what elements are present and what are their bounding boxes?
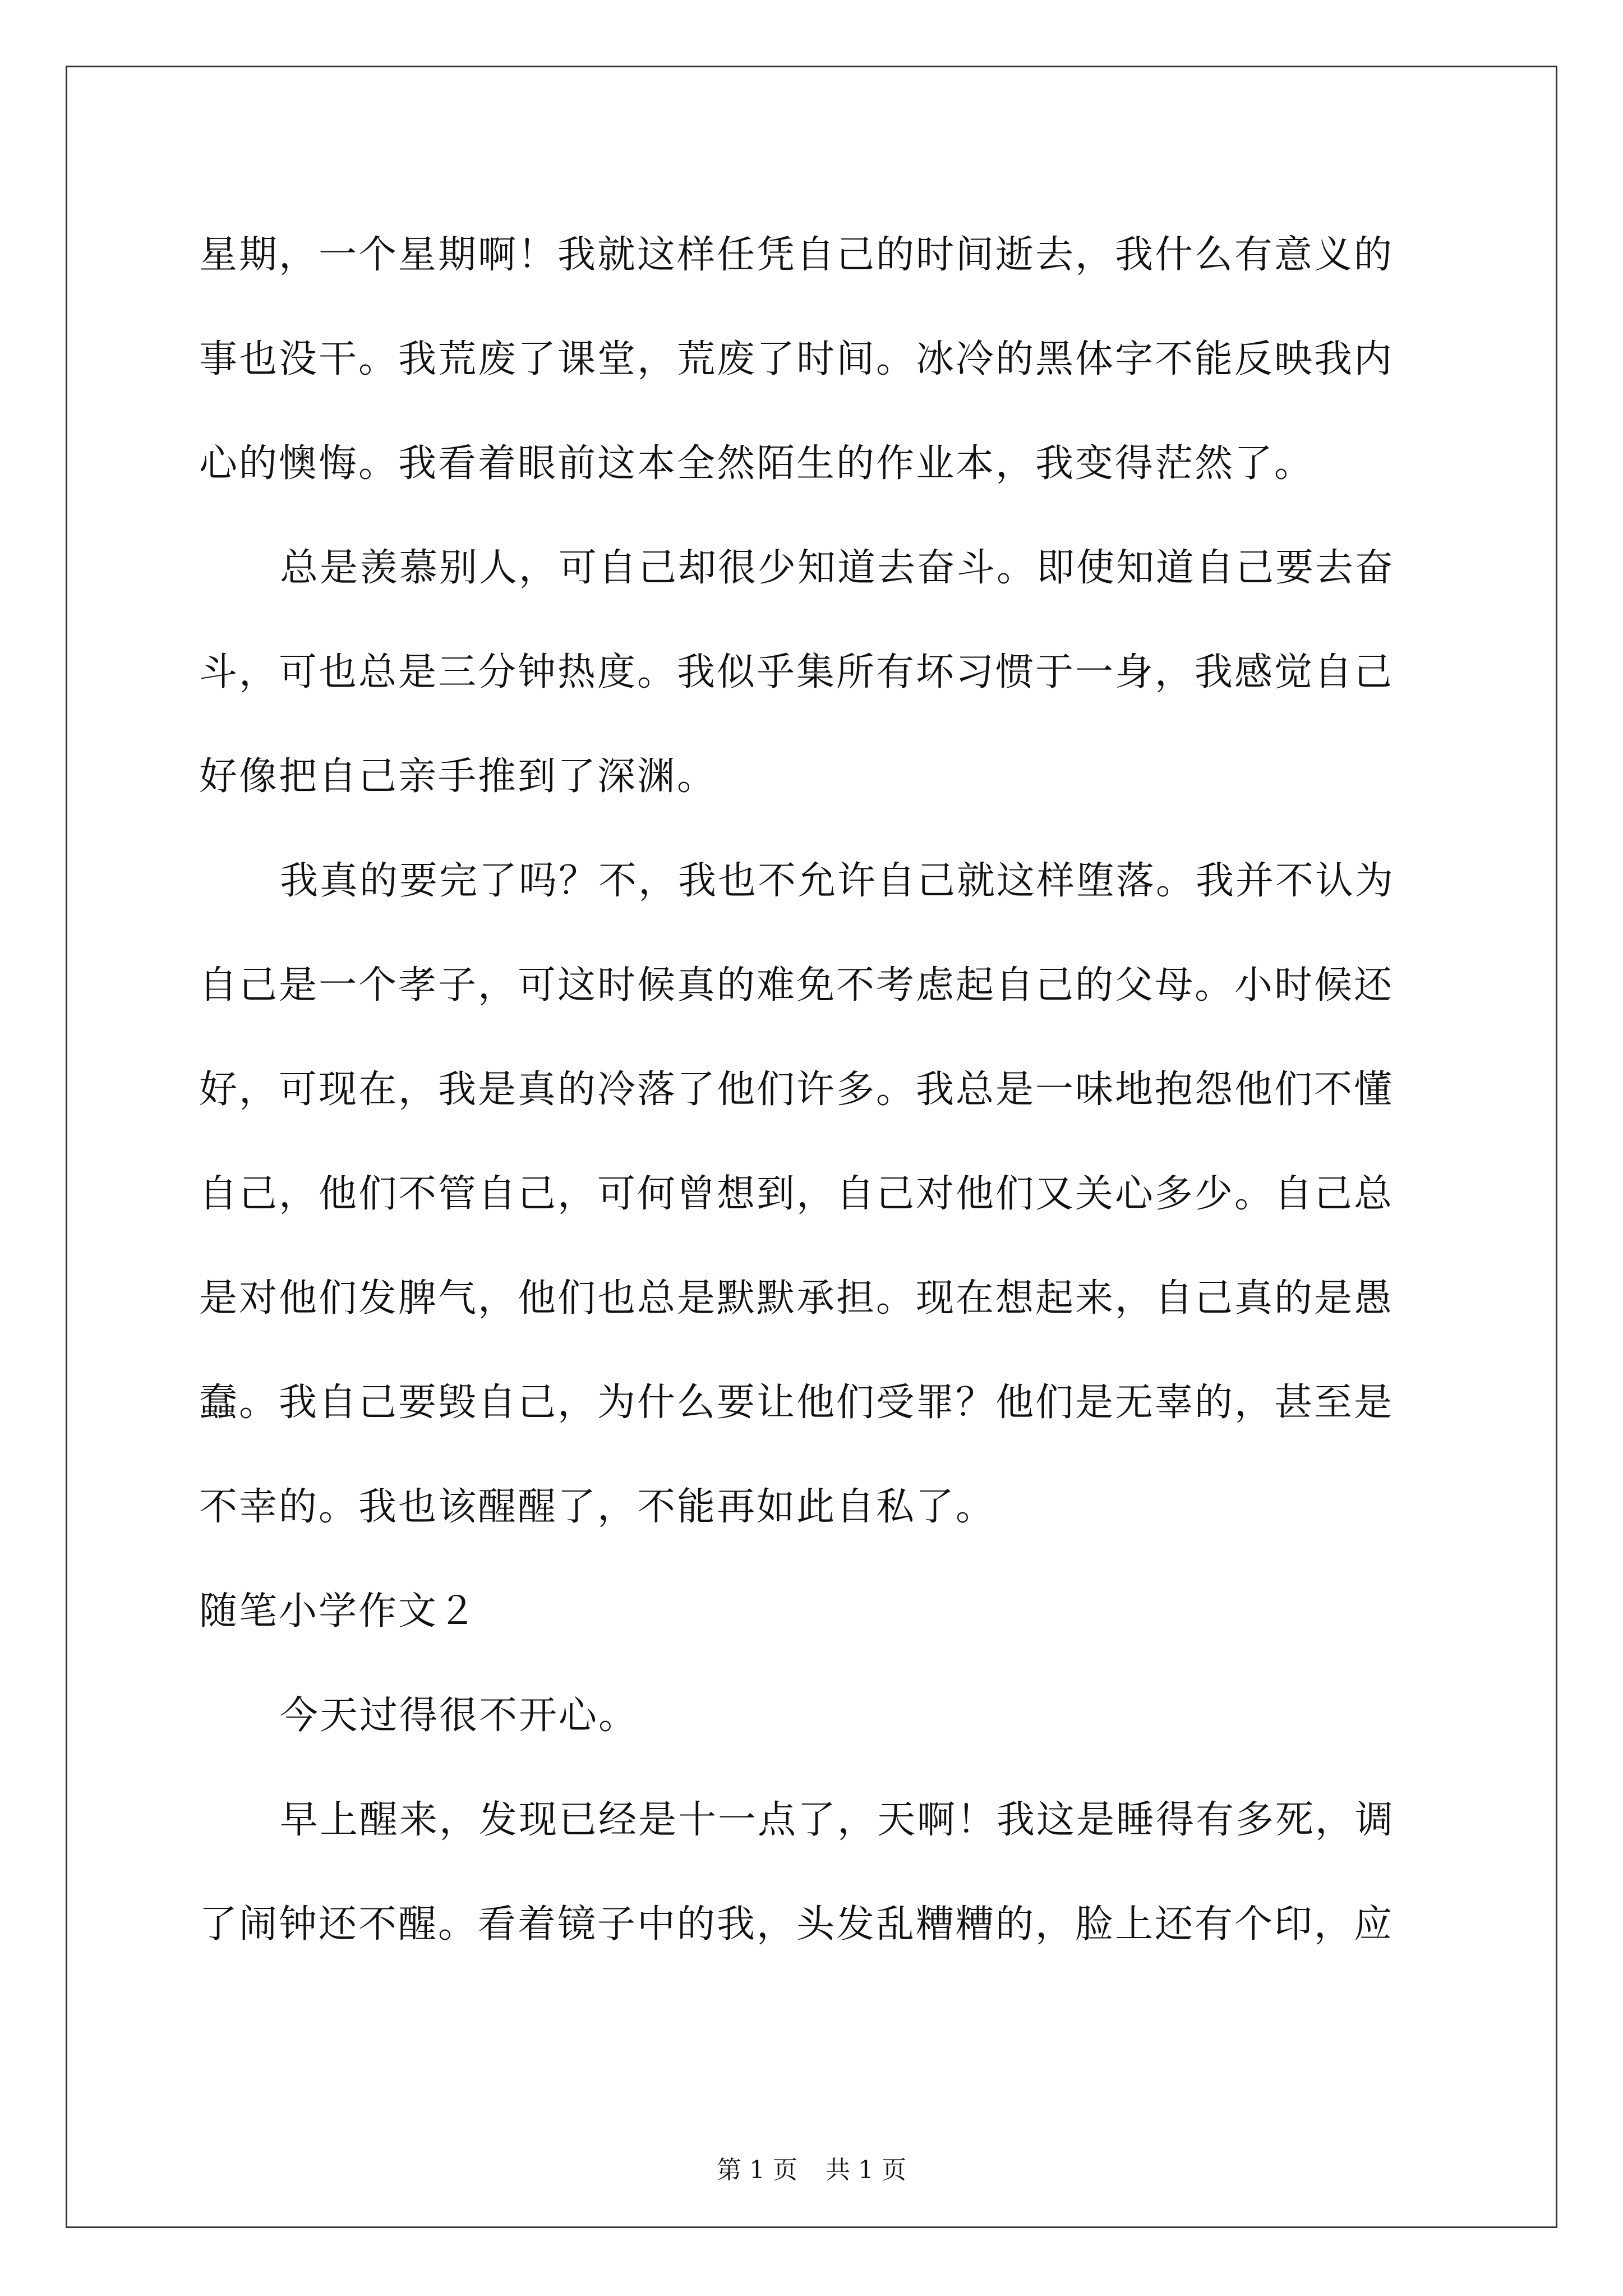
paragraph-first-line: 总是羡慕别人，可自己却很少知道去奋斗。即使知道自己要去奋 [280,546,1395,590]
text-line: 是对他们发脾气，他们也总是默默承担。现在想起来，自己真的是愚 [199,1276,1394,1320]
text-line: 不幸的。我也该醒醒了，不能再如此自私了。 [199,1485,996,1529]
text-line: 好像把自己亲手推到了深渊。 [199,754,717,799]
page-number: 第 1 页 [717,2156,797,2184]
paragraph-first-line: 早上醒来，发现已经是十一点了，天啊！我这是睡得有多死，调 [280,1798,1395,1842]
text-line: 自己是一个孝子，可这时候真的难免不考虑起自己的父母。小时候还 [199,963,1394,1007]
document-body [199,213,1433,1987]
page-footer [0,2150,1623,2185]
paragraph-first-line: 我真的要完了吗？不，我也不允许自己就这样堕落。我并不认为 [280,859,1395,903]
text-line: 星期，一个星期啊！我就这样任凭自己的时间逝去，我什么有意义的 [199,233,1394,277]
text-line: 了闹钟还不醒。看着镜子中的我，头发乱糟糟的，脸上还有个印，应 [199,1902,1394,1947]
page-total: 共 1 页 [826,2156,906,2184]
paragraph-first-line: 今天过得很不开心。 [280,1694,639,1738]
text-line: 斗，可也总是三分钟热度。我似乎集所有坏习惯于一身，我感觉自己 [199,650,1394,694]
section-heading: 随笔小学作文２ [199,1589,478,1634]
text-line: 蠢。我自己要毁自己，为什么要让他们受罪？他们是无辜的，甚至是 [199,1381,1394,1425]
text-line: 心的懊悔。我看着眼前这本全然陌生的作业本，我变得茫然了。 [199,441,1315,486]
text-line: 事也没干。我荒废了课堂，荒废了时间。冰冷的黑体字不能反映我内 [199,337,1394,381]
text-line: 好，可现在，我是真的冷落了他们许多。我总是一味地抱怨他们不懂 [199,1068,1394,1112]
text-line: 自己，他们不管自己，可何曾想到，自己对他们又关心多少。自己总 [199,1172,1394,1216]
